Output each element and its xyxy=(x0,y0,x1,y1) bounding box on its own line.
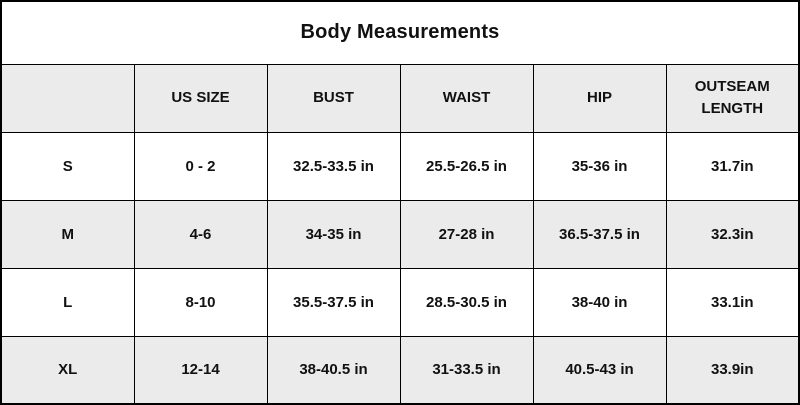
waist-value: 31-33.5 in xyxy=(400,336,533,404)
size-label: S xyxy=(1,132,134,200)
size-label: L xyxy=(1,268,134,336)
us-size-value: 4-6 xyxy=(134,200,267,268)
header-us-size: US SIZE xyxy=(134,64,267,132)
header-hip: HIP xyxy=(533,64,666,132)
header-waist: WAIST xyxy=(400,64,533,132)
size-label: XL xyxy=(1,336,134,404)
us-size-value: 8-10 xyxy=(134,268,267,336)
table-row-s xyxy=(1,132,799,200)
table-title: Body Measurements xyxy=(1,1,799,64)
waist-value: 28.5-30.5 in xyxy=(400,268,533,336)
hip-value: 35-36 in xyxy=(533,132,666,200)
header-row xyxy=(1,64,799,132)
table-row-xl xyxy=(1,336,799,404)
title-row xyxy=(1,1,799,64)
table-row-m xyxy=(1,200,799,268)
outseam-value: 31.7in xyxy=(666,132,799,200)
waist-value: 25.5-26.5 in xyxy=(400,132,533,200)
header-outseam-length: OUTSEAM LENGTH xyxy=(666,64,799,132)
table-row-l xyxy=(1,268,799,336)
bust-value: 38-40.5 in xyxy=(267,336,400,404)
hip-value: 40.5-43 in xyxy=(533,336,666,404)
hip-value: 38-40 in xyxy=(533,268,666,336)
outseam-value: 33.1in xyxy=(666,268,799,336)
bust-value: 32.5-33.5 in xyxy=(267,132,400,200)
waist-value: 27-28 in xyxy=(400,200,533,268)
size-label: M xyxy=(1,200,134,268)
outseam-value: 33.9in xyxy=(666,336,799,404)
us-size-value: 12-14 xyxy=(134,336,267,404)
header-bust: BUST xyxy=(267,64,400,132)
header-empty xyxy=(1,64,134,132)
us-size-value: 0 - 2 xyxy=(134,132,267,200)
bust-value: 35.5-37.5 in xyxy=(267,268,400,336)
hip-value: 36.5-37.5 in xyxy=(533,200,666,268)
outseam-value: 32.3in xyxy=(666,200,799,268)
bust-value: 34-35 in xyxy=(267,200,400,268)
